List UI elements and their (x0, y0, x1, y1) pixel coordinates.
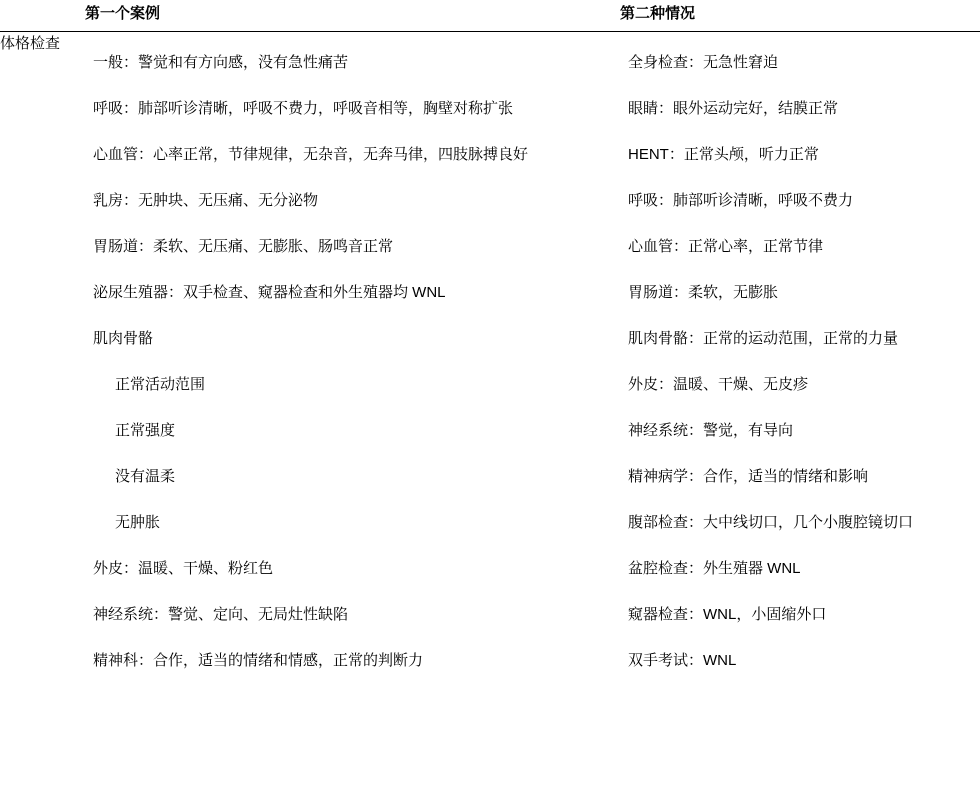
list-item: 外皮：温暖、干燥、粉红色 (93, 560, 274, 577)
table-row-content (0, 53, 980, 671)
list-item: 腹部检查：大中线切口，几个小腹腔镜切口 (628, 514, 914, 531)
list-item: 心血管：心率正常，节律规律，无杂音，无奔马律，四肢脉搏良好 (93, 146, 529, 163)
list-item: 心血管：正常心率，正常节律 (628, 238, 824, 255)
list-item: 盆腔检查：外生殖器 WNL (628, 560, 801, 577)
row-label-physical-exam: 体格检查 (0, 35, 61, 52)
list-item: 无肿胀 (115, 514, 161, 531)
section-label-spacer-second (620, 32, 980, 54)
list-item: 全身检查：无急性窘迫 (628, 54, 779, 71)
list-item: 精神科：合作，适当的情绪和情感，正常的判断力 (93, 652, 424, 669)
list-item: 肌肉骨骼：正常的运动范围，正常的力量 (628, 330, 899, 347)
second-case-cell (620, 53, 980, 671)
list-item: 胃肠道：柔软、无压痛、无膨胀、肠鸣音正常 (93, 238, 394, 255)
list-item: 泌尿生殖器：双手检查、窥器检查和外生殖器均 WNL (93, 284, 446, 301)
column-header-first-case: 第一个案例 (85, 0, 620, 32)
list-item: 双手考试：WNL (628, 652, 737, 669)
list-item: 神经系统：警觉，有导向 (628, 422, 794, 439)
column-header-second-case: 第二种情况 (620, 0, 980, 32)
list-item: 胃肠道：柔软，无膨胀 (628, 284, 779, 301)
list-item: 窥器检查：WNL，小固缩外口 (628, 606, 827, 623)
first-case-cell (85, 53, 620, 671)
list-item: 一般：警觉和有方向感，没有急性痛苦 (93, 54, 349, 71)
list-item: 神经系统：警觉、定向、无局灶性缺陷 (93, 606, 349, 623)
table-header-row (0, 0, 980, 32)
column-header-blank (0, 0, 85, 32)
list-item: 正常活动范围 (115, 376, 206, 393)
row-label-empty (0, 53, 85, 671)
list-item: 外皮：温暖、干燥、无皮疹 (628, 376, 809, 393)
list-item: 乳房：无肿块、无压痛、无分泌物 (93, 192, 319, 209)
table-row-section-label (0, 32, 980, 54)
list-item: 正常强度 (115, 422, 176, 439)
list-item: 没有温柔 (115, 468, 176, 485)
list-item: 肌肉骨骼 (93, 330, 154, 347)
list-item: 呼吸：肺部听诊清晰，呼吸不费力 (628, 192, 854, 209)
list-item: 精神病学：合作，适当的情绪和影响 (628, 468, 869, 485)
section-label-spacer-first (85, 32, 620, 54)
list-item: HENT：正常头颅，听力正常 (628, 146, 819, 163)
list-item: 眼睛：眼外运动完好，结膜正常 (628, 100, 839, 117)
list-item: 呼吸：肺部听诊清晰，呼吸不费力，呼吸音相等，胸壁对称扩张 (93, 100, 514, 117)
